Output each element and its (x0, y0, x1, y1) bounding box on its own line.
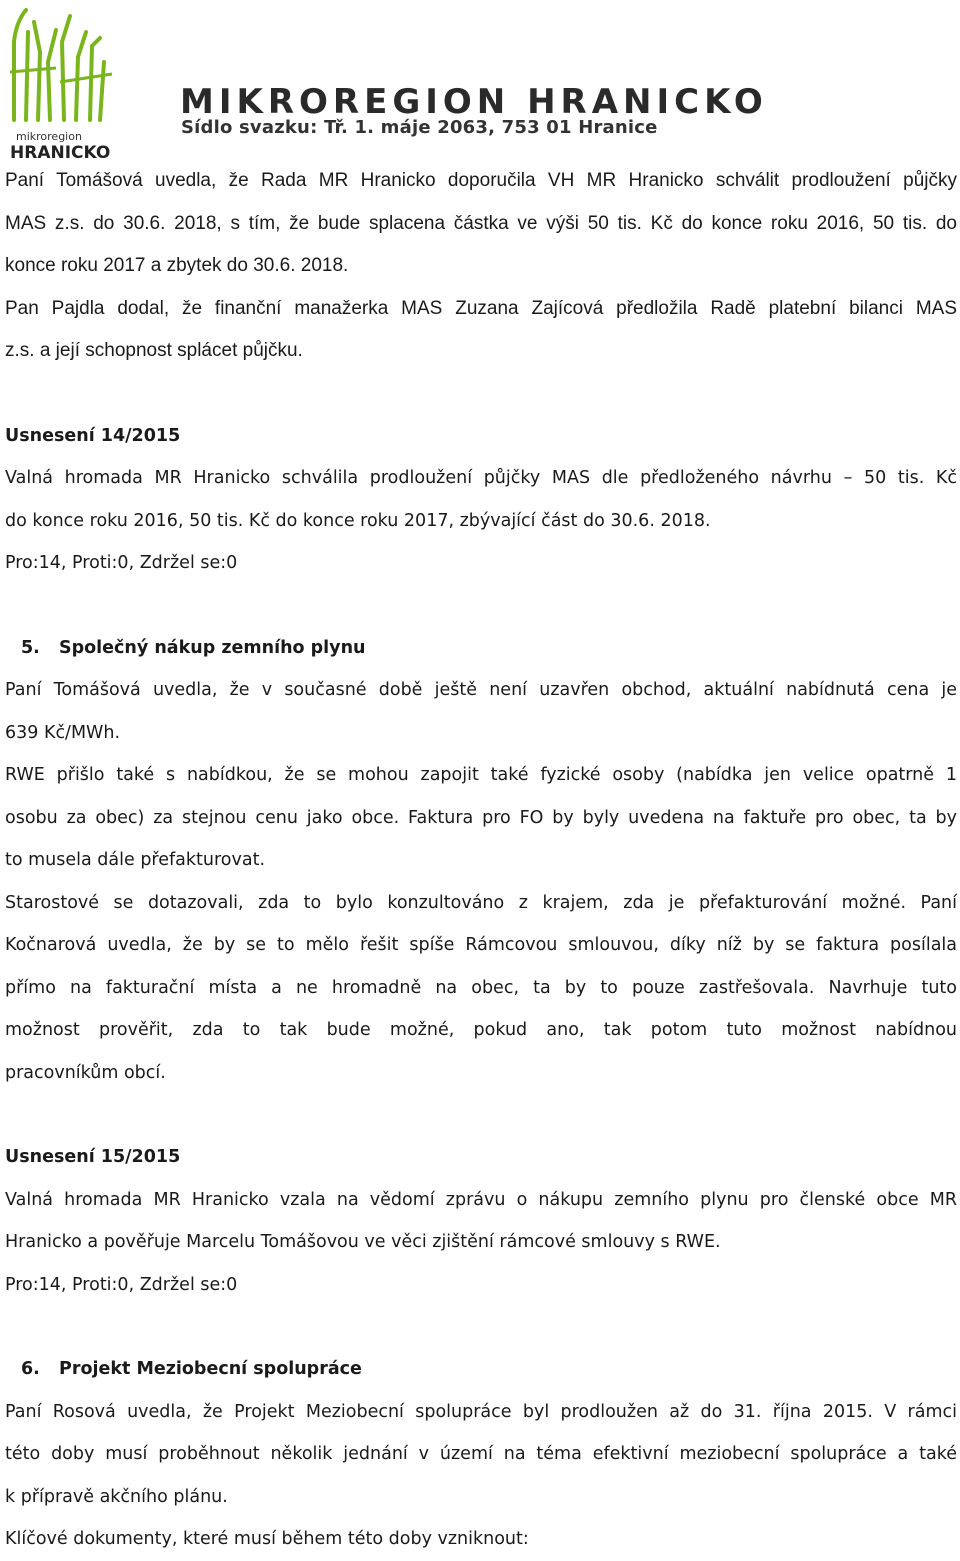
paragraph-line: RWE přišlo také s nabídkou, že se mohou zapojit také fyzické osoby (nabídka jen velice opatrně 1 (5, 765, 957, 785)
paragraph-line: z.s. a její schopnost splácet půjčku. (5, 340, 303, 361)
section-number: 5. (21, 637, 40, 658)
section-heading (5, 627, 957, 670)
organization-address: Sídlo svazku: Tř. 1. máje 2063, 753 01 Hranice (181, 117, 658, 138)
logo-big-text: HRANICKO (10, 143, 111, 160)
vote-result: Pro:14, Proti:0, Zdržel se:0 (5, 553, 238, 573)
organization-name: MIKROREGION HRANICKO (180, 82, 768, 122)
paragraph-line: možnost prověřit, zda to tak bude možné, pokud ano, tak potom tuto možnost nabídnou (5, 1020, 957, 1040)
resolution-title: Usnesení 14/2015 (5, 425, 181, 446)
paragraph-line: do konce roku 2016, 50 tis. Kč do konce roku 2017, zbývající část do 30.6. 2018. (5, 510, 711, 531)
paragraph-line: Starostové se dotazovali, zda to bylo konzultováno z krajem, zda je přefakturování možné. Paní (5, 892, 957, 913)
section-title: Společný nákup zemního plynu (59, 637, 366, 658)
paragraph-line: Paní Tomášová uvedla, že Rada MR Hranicko doporučila VH MR Hranicko schválit prodloužení půjčky (5, 170, 957, 191)
paragraph-line: Pan Pajdla dodal, že finanční manažerka MAS Zuzana Zajícová předložila Radě platební bilanci MAS (5, 297, 957, 319)
paragraph-line: Kočnarová uvedla, že by se to mělo řešit spíše Rámcovou smlouvou, díky níž by se faktura posílala (5, 935, 957, 955)
paragraph-line: Paní Tomášová uvedla, že v současné době ještě není uzavřen obchod, aktuální nabídnutá cena je (5, 680, 957, 700)
resolution-title: Usnesení 15/2015 (5, 1147, 181, 1167)
paragraph-line: to musela dále přefakturovat. (5, 850, 266, 870)
paragraph-line: Valná hromada MR Hranicko schválila prodloužení půjčky MAS dle předloženého návrhu – 50 tis. Kč (5, 468, 957, 488)
letterhead (0, 0, 960, 162)
section-title: Projekt Meziobecní spolupráce (59, 1359, 362, 1379)
paragraph-line: Paní Rosová uvedla, že Projekt Meziobecní spolupráce byl prodloužen až do 31. října 2015. V rámci (5, 1401, 957, 1422)
section-number: 6. (21, 1359, 40, 1379)
document-body (5, 160, 957, 1561)
paragraph-line: Klíčové dokumenty, které musí během této doby vzniknout: (5, 1529, 529, 1549)
vote-result: Pro:14, Proti:0, Zdržel se:0 (5, 1274, 238, 1295)
paragraph-line: Valná hromada MR Hranicko vzala na vědomí zprávu o nákupu zemního plynu pro členské obce MR (5, 1189, 957, 1210)
paragraph-line: k přípravě akčního plánu. (5, 1486, 228, 1507)
paragraph-line: Hranicko a pověřuje Marcelu Tomášovou ve věci zjištění rámcové smlouvy s RWE. (5, 1232, 721, 1252)
paragraph-line: MAS z.s. do 30.6. 2018, s tím, že bude splacena částka ve výši 50 tis. Kč do konce roku 2016, 50 tis. do (5, 212, 957, 234)
mikroregion-logo (4, 2, 124, 160)
logo-small-text: mikroregion (16, 130, 82, 143)
paragraph-line: přímo na fakturační místa a ne hromadně na obec, ta by to pouze zastřešovala. Navrhuje tuto (5, 977, 957, 998)
paragraph-line: 639 Kč/MWh. (5, 722, 121, 743)
paragraph-line: konce roku 2017 a zbytek do 30.6. 2018. (5, 255, 349, 276)
paragraph-line: pracovníkům obcí. (5, 1062, 166, 1083)
section-heading (5, 1348, 957, 1391)
paragraph-line: této doby musí proběhnout několik jednání v území na téma efektivní meziobecní spolupráce a také (5, 1444, 957, 1464)
paragraph-line: osobu za obec) za stejnou cenu jako obce. Faktura pro FO by byly uvedena na faktuře pro obec, ta by (5, 807, 957, 828)
